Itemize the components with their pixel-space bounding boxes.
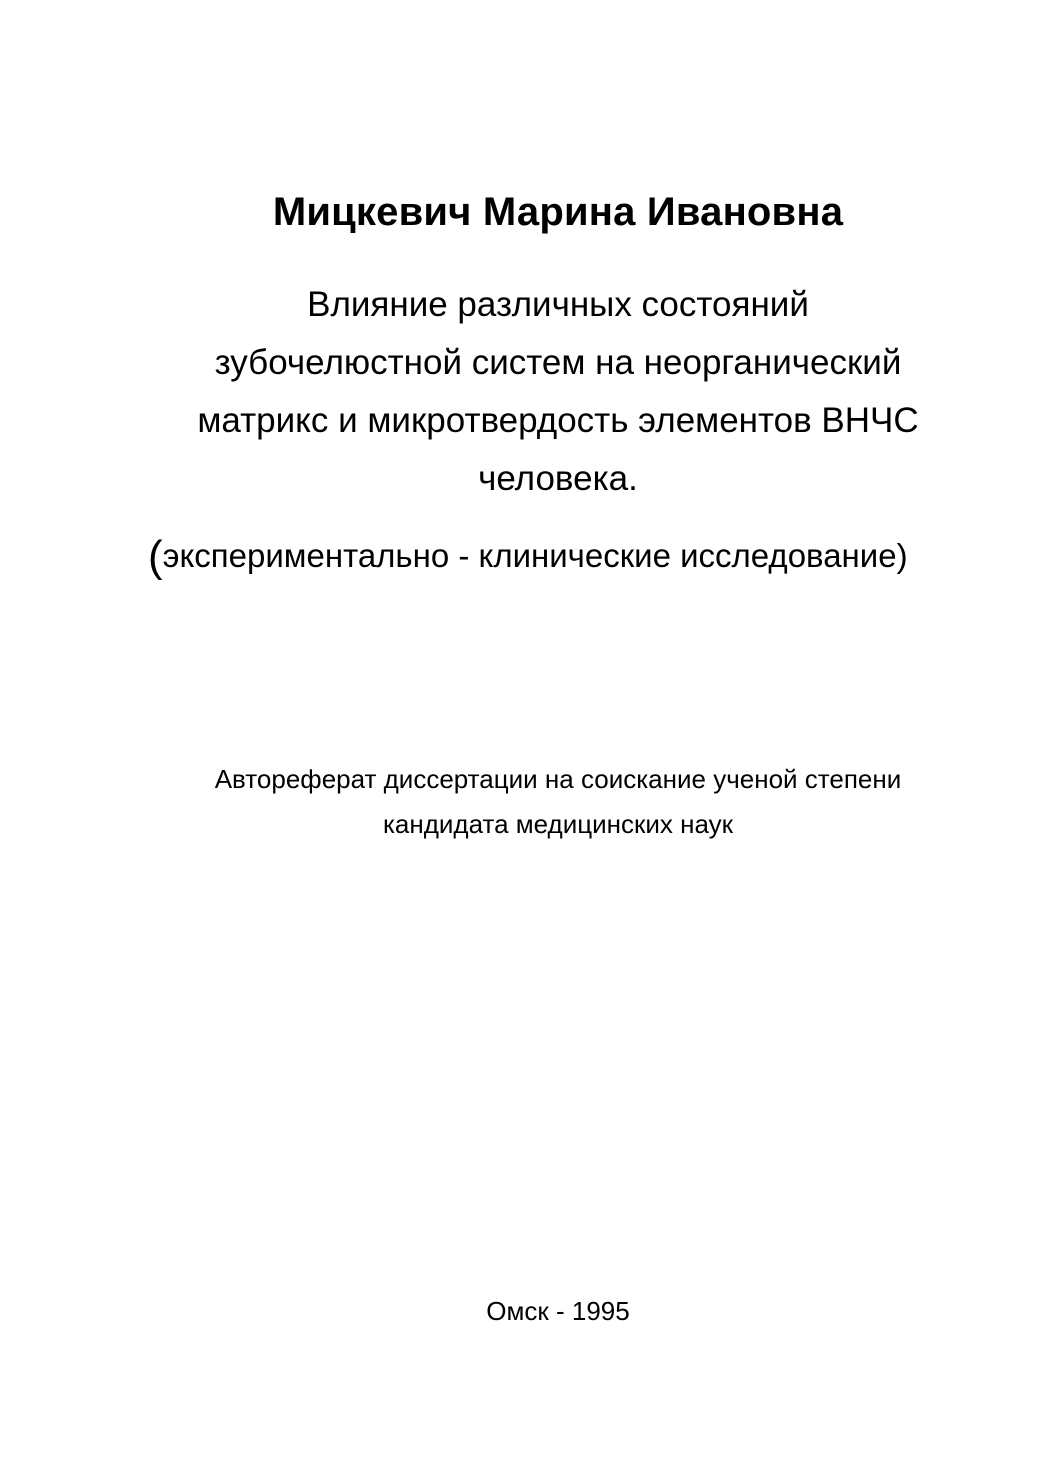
title-line-2: зубочелюстной систем на неорганический	[214, 343, 902, 382]
abstract-line-2: кандидата медицинских наук	[382, 809, 734, 839]
abstract-note	[0, 757, 1040, 847]
abstract-line-1: Автореферат диссертации на соискание ученой степени	[214, 764, 902, 794]
title-line-1: Влияние различных состояний	[307, 285, 809, 324]
author-name: Мицкевич Марина Ивановна	[272, 190, 844, 234]
dissertation-title	[0, 276, 1040, 508]
subtitle-open-paren: (	[148, 532, 163, 581]
title-line-3: матрикс и микротвердость элементов ВНЧС	[197, 401, 919, 440]
subtitle-text: экспериментально - клинические исследование)	[162, 537, 908, 574]
city-year: Омск - 1995	[486, 1296, 630, 1326]
title-line-4: человека.	[478, 459, 638, 498]
research-type-subtitle	[148, 532, 908, 582]
